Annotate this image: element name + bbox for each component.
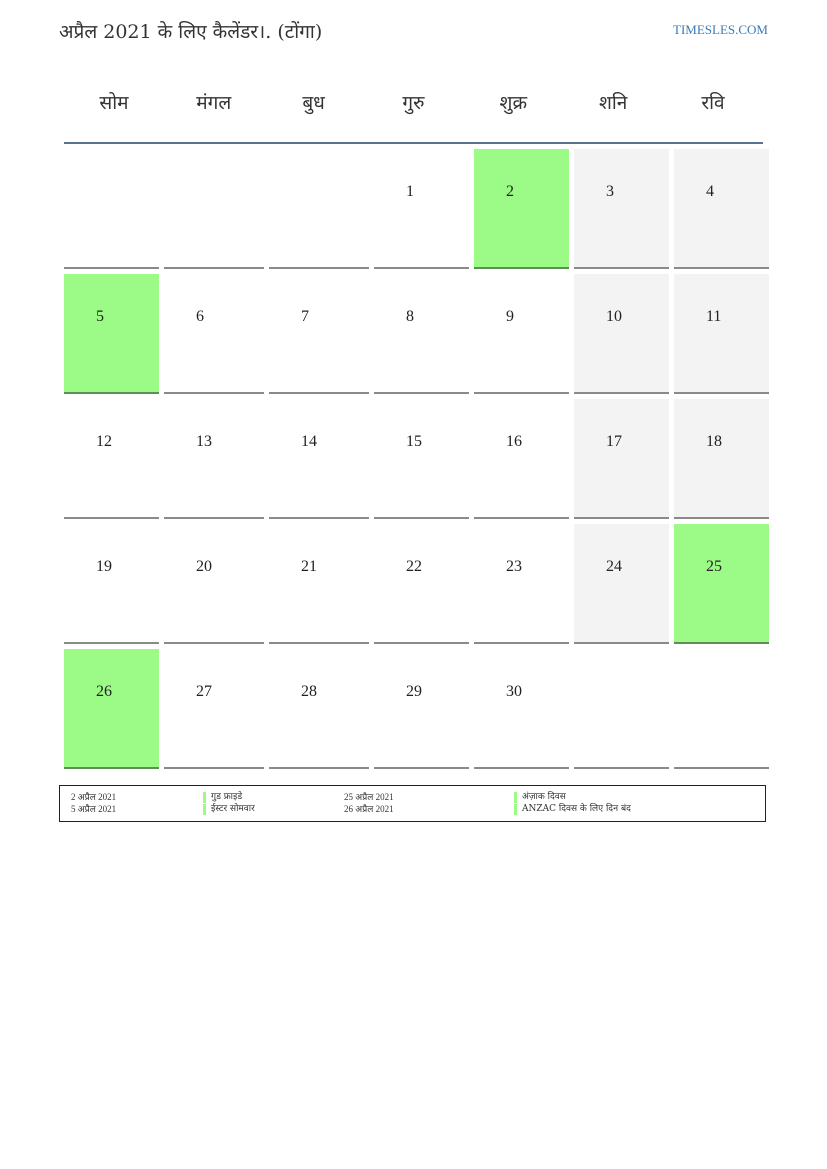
calendar-day-cell xyxy=(374,524,469,644)
day-number: 1 xyxy=(406,183,414,200)
calendar-day-cell xyxy=(164,649,264,769)
weekday-sat: शनि xyxy=(598,92,628,114)
calendar-day-cell xyxy=(64,399,159,519)
weekday-mon: सोम xyxy=(99,92,129,114)
calendar-day-cell xyxy=(674,524,769,644)
day-number: 26 xyxy=(96,683,112,700)
calendar-day-cell xyxy=(374,399,469,519)
calendar-day-cell xyxy=(574,399,669,519)
calendar-day-cell xyxy=(269,399,369,519)
calendar-day-cell xyxy=(64,149,159,269)
calendar-day-cell xyxy=(269,274,369,394)
calendar-day-cell xyxy=(164,399,264,519)
page-title: अप्रैल 2021 के लिए कैलेंडर।. (टोंगा) xyxy=(59,21,323,43)
day-number: 16 xyxy=(506,433,522,450)
calendar-day-cell xyxy=(474,149,569,269)
day-number: 11 xyxy=(706,308,722,325)
day-number: 3 xyxy=(606,183,614,200)
day-number: 19 xyxy=(96,558,112,575)
calendar-day-cell xyxy=(64,649,159,769)
calendar-day-cell xyxy=(474,274,569,394)
holiday-date: 2 अप्रैल 2021 xyxy=(71,792,117,802)
day-number: 30 xyxy=(506,683,522,700)
calendar-day-cell xyxy=(574,274,669,394)
holiday-name: अंज़ाक दिवस xyxy=(514,792,566,803)
day-number: 24 xyxy=(606,558,622,575)
day-number: 6 xyxy=(196,308,204,325)
weekday-fri: शुक्र xyxy=(499,92,528,114)
day-number: 12 xyxy=(96,433,112,450)
holiday-date: 25 अप्रैल 2021 xyxy=(344,792,394,802)
day-number: 28 xyxy=(301,683,317,700)
day-number: 20 xyxy=(196,558,212,575)
holiday-name: गुड फ्राइडे xyxy=(203,792,242,803)
day-number: 5 xyxy=(96,308,104,325)
holiday-date: 26 अप्रैल 2021 xyxy=(344,804,394,814)
calendar-day-cell xyxy=(374,649,469,769)
calendar-day-cell xyxy=(374,274,469,394)
calendar-day-cell xyxy=(64,274,159,394)
calendar-day-cell xyxy=(674,149,769,269)
calendar-day-cell xyxy=(574,524,669,644)
day-number: 21 xyxy=(301,558,317,575)
calendar-day-cell xyxy=(474,399,569,519)
day-number: 18 xyxy=(706,433,722,450)
day-number: 8 xyxy=(406,308,414,325)
calendar-day-cell xyxy=(164,149,264,269)
day-number: 15 xyxy=(406,433,422,450)
day-number: 27 xyxy=(196,683,212,700)
weekday-thu: गुरु xyxy=(402,92,425,114)
day-number: 13 xyxy=(196,433,212,450)
calendar-day-cell xyxy=(674,399,769,519)
calendar-day-cell xyxy=(574,149,669,269)
site-link[interactable]: TIMESLES.COM xyxy=(673,22,768,37)
calendar-day-cell xyxy=(574,649,669,769)
day-number: 4 xyxy=(706,183,714,200)
weekday-header xyxy=(64,80,763,144)
day-number: 7 xyxy=(301,308,309,325)
day-number: 25 xyxy=(706,558,722,575)
day-number: 10 xyxy=(606,308,622,325)
calendar-day-cell xyxy=(64,524,159,644)
calendar-day-cell xyxy=(269,524,369,644)
holiday-legend xyxy=(59,785,766,822)
holiday-date: 5 अप्रैल 2021 xyxy=(71,804,117,814)
holiday-name: ईस्टर सोमवार xyxy=(203,804,255,815)
day-number: 22 xyxy=(406,558,422,575)
day-number: 23 xyxy=(506,558,522,575)
day-number: 17 xyxy=(606,433,622,450)
calendar-day-cell xyxy=(674,649,769,769)
weekday-sun: रवि xyxy=(701,92,725,114)
weekday-tue: मंगल xyxy=(196,92,232,114)
calendar-day-cell xyxy=(674,274,769,394)
calendar-day-cell xyxy=(269,649,369,769)
calendar-day-cell xyxy=(164,274,264,394)
calendar-day-cell xyxy=(474,524,569,644)
calendar-grid xyxy=(64,149,763,769)
holiday-name: ANZAC दिवस के लिए दिन बंद xyxy=(514,804,631,815)
weekday-wed: बुध xyxy=(302,92,325,114)
day-number: 29 xyxy=(406,683,422,700)
calendar-day-cell xyxy=(164,524,264,644)
calendar-day-cell xyxy=(374,149,469,269)
day-number: 9 xyxy=(506,308,514,325)
calendar-day-cell xyxy=(474,649,569,769)
day-number: 14 xyxy=(301,433,317,450)
day-number: 2 xyxy=(506,183,514,200)
calendar-day-cell xyxy=(269,149,369,269)
